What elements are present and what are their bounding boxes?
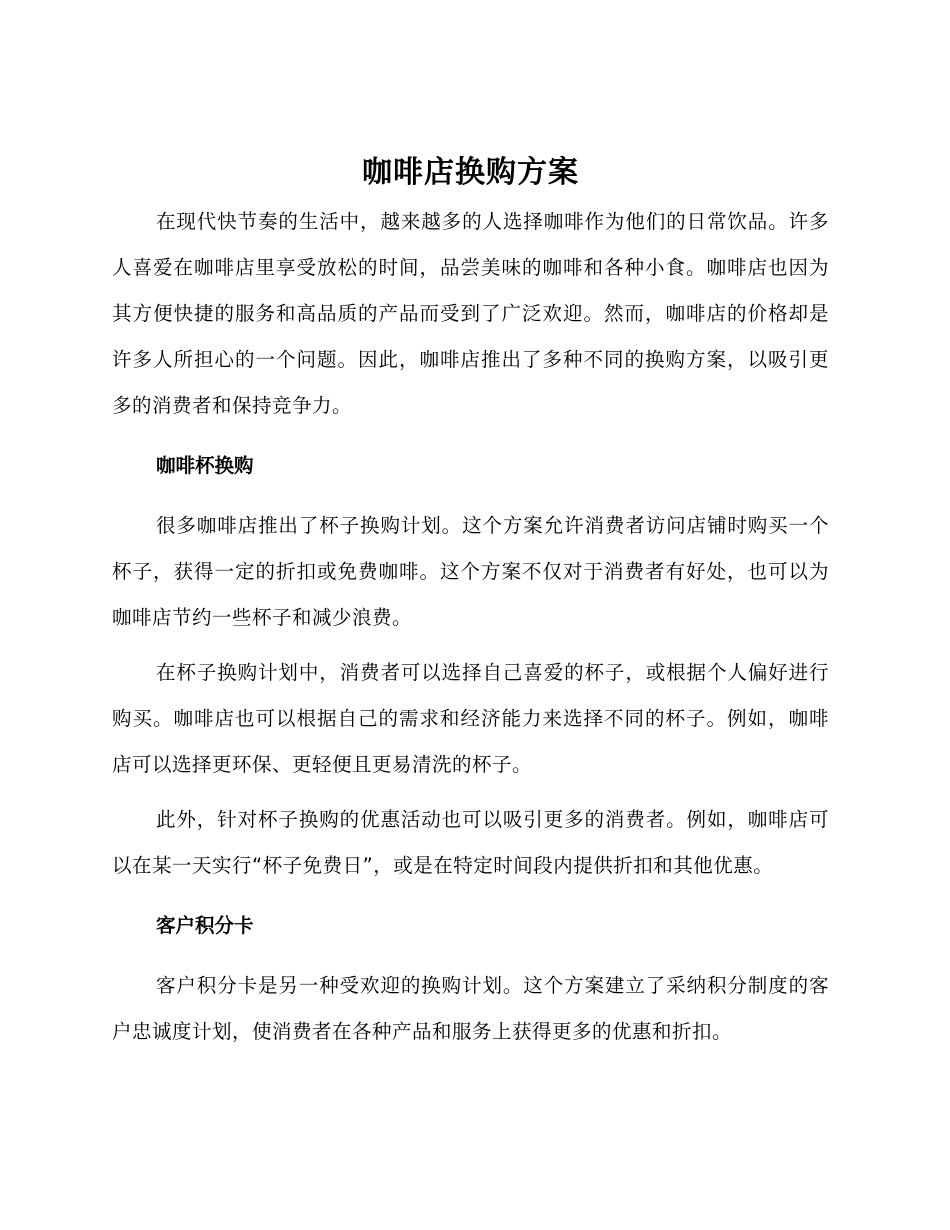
- coffee-cup-paragraph-2: 在杯子换购计划中，消费者可以选择自己喜爱的杯子，或根据个人偏好进行购买。咖啡店也可以根据自己的需求和经济能力来选择不同的杯子。例如，咖啡店可以选择更环保、更轻便且更易清洗的杯子。: [112, 661, 829, 776]
- section-heading-loyalty-card: 客户积分卡: [156, 914, 254, 937]
- document-title: 咖啡店换购方案: [362, 155, 579, 190]
- section-heading-coffee-cup: 咖啡杯换购: [156, 454, 254, 477]
- coffee-cup-paragraph-3: 此外，针对杯子换购的优惠活动也可以吸引更多的消费者。例如，咖啡店可以在某一天实行“杯子免费日”，或是在特定时间段内提供折扣和其他优惠。: [112, 808, 829, 877]
- intro-paragraph: 在现代快节奏的生活中，越来越多的人选择咖啡作为他们的日常饮品。许多人喜爱在咖啡店里享受放松的时间，品尝美味的咖啡和各种小食。咖啡店也因为其方便快捷的服务和高品质的产品而受到了广泛欢迎。然而，咖啡店的价格却是许多人所担心的一个问题。因此，咖啡店推出了多种不同的换购方案，以吸引更多的消费者和保持竞争力。: [112, 210, 829, 417]
- coffee-cup-paragraph-1: 很多咖啡店推出了杯子换购计划。这个方案允许消费者访问店铺时购买一个杯子，获得一定的折扣或免费咖啡。这个方案不仅对于消费者有好处，也可以为咖啡店节约一些杯子和减少浪费。: [112, 514, 829, 629]
- loyalty-card-paragraph-1: 客户积分卡是另一种受欢迎的换购计划。这个方案建立了采纳积分制度的客户忠诚度计划，使消费者在各种产品和服务上获得更多的优惠和折扣。: [112, 974, 829, 1043]
